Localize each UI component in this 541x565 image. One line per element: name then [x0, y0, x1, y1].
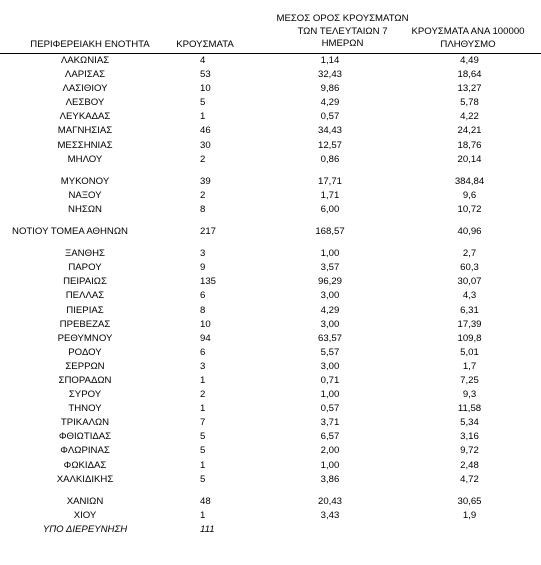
per100k-cell: 24,21 — [457, 125, 482, 137]
region-cell: ΛΑΣΙΘΙΟΥ — [62, 83, 108, 95]
table-row — [0, 388, 541, 402]
cases-cell: 30 — [200, 139, 211, 151]
cases-cell: 1 — [200, 459, 206, 471]
table-row — [0, 225, 541, 239]
cases-cell: 1 — [200, 403, 206, 415]
header-region — [0, 39, 180, 52]
per100k-cell: 17,39 — [457, 318, 482, 330]
avg7-cell: 1,00 — [320, 459, 340, 471]
table-row — [0, 402, 541, 416]
cases-cell: 94 — [200, 332, 211, 344]
cases-cell: 5 — [200, 473, 206, 485]
region-cell: ΠΕΛΛΑΣ — [65, 290, 105, 302]
table-row — [0, 261, 541, 275]
avg7-cell: 1,00 — [320, 248, 340, 260]
cases-cell: 217 — [200, 226, 217, 238]
cases-cell: 5 — [200, 431, 206, 443]
cases-cell: 8 — [200, 203, 206, 215]
region-cell: ΧΑΝΙΩΝ — [66, 495, 104, 507]
avg7-cell: 63,57 — [317, 332, 342, 344]
region-cell: ΧΑΛΚΙΔΙΚΗΣ — [56, 473, 114, 485]
cases-cell: 3 — [200, 248, 206, 260]
region-cell: ΛΕΣΒΟΥ — [65, 97, 105, 109]
table-row — [0, 430, 541, 444]
cases-cell: 39 — [200, 175, 211, 187]
cases-cell: 2 — [200, 389, 206, 401]
header-line: ΠΛΗΘΥΣΜΟ — [440, 38, 496, 50]
avg7-cell: 2,00 — [320, 445, 340, 457]
avg7-cell: 6,00 — [320, 203, 340, 215]
cases-cell: 48 — [200, 495, 211, 507]
per100k-cell: 9,72 — [460, 445, 479, 457]
per100k-cell: 60,3 — [460, 262, 479, 274]
per100k-cell: 5,78 — [460, 97, 479, 109]
region-cell: ΦΘΙΩΤΙΔΑΣ — [58, 431, 112, 443]
cases-cell: 9 — [200, 262, 206, 274]
cases-cell: 135 — [200, 276, 217, 288]
cases-cell: 3 — [200, 360, 206, 372]
avg7-cell: 1,71 — [320, 189, 340, 201]
avg7-cell: 3,57 — [320, 262, 340, 274]
table-row — [0, 304, 541, 318]
table-row — [0, 189, 541, 203]
header-cases-per-100k — [395, 26, 541, 51]
cases-cell: 6 — [200, 346, 206, 358]
table-row — [0, 96, 541, 110]
region-cell: ΝΟΤΙΟΥ ΤΟΜΕΑ ΑΘΗΝΩΝ — [12, 226, 128, 238]
per100k-cell: 30,65 — [457, 495, 482, 507]
per100k-cell: 109,8 — [457, 332, 482, 344]
header-line: ΜΕΣΟΣ ΟΡΟΣ ΚΡΟΥΣΜΑΤΩΝ — [276, 13, 409, 24]
region-cell: ΠΙΕΡΙΑΣ — [66, 304, 104, 316]
region-cell: ΣΕΡΡΩΝ — [65, 360, 105, 372]
region-cell: ΝΗΣΩΝ — [68, 203, 102, 215]
region-cell: ΡΟΔΟΥ — [68, 346, 102, 358]
per100k-cell: 30,07 — [457, 276, 482, 288]
per100k-cell: 13,27 — [457, 83, 482, 95]
avg7-cell: 3,43 — [320, 509, 340, 521]
per100k-cell: 4,72 — [460, 473, 479, 485]
cases-cell: 10 — [200, 318, 211, 330]
header-line: ΗΜΕΡΩΝ — [321, 38, 364, 49]
avg7-cell: 1,00 — [320, 389, 340, 401]
region-cell: ΜΥΚΟΝΟΥ — [60, 175, 110, 187]
table-row — [0, 153, 541, 167]
avg7-cell: 96,29 — [317, 276, 342, 288]
cases-cell: 1 — [200, 111, 206, 123]
region-cell: ΠΑΡΟΥ — [68, 262, 102, 274]
cases-cell: 8 — [200, 304, 206, 316]
per100k-cell: 5,34 — [460, 417, 479, 429]
cases-cell: 1 — [200, 374, 206, 386]
avg7-cell: 6,57 — [320, 431, 340, 443]
per100k-cell: 10,72 — [457, 203, 482, 215]
avg7-cell: 9,86 — [320, 83, 340, 95]
table-row — [0, 175, 541, 189]
table-row — [0, 289, 541, 303]
avg7-cell: 4,29 — [320, 304, 340, 316]
avg7-cell: 0,57 — [320, 403, 340, 415]
per100k-cell: 1,9 — [462, 509, 477, 521]
avg7-cell: 5,57 — [320, 346, 340, 358]
header-line: ΚΡΟΥΣΜΑΤΑ ΑΝΑ 100000 — [411, 26, 525, 37]
region-cell: ΣΥΡΟΥ — [68, 389, 102, 401]
per100k-cell: 4,49 — [460, 55, 479, 66]
avg7-cell: 1,14 — [320, 55, 340, 66]
per100k-cell: 20,14 — [457, 153, 482, 165]
table-row — [0, 444, 541, 458]
region-cell: ΤΗΝΟΥ — [68, 403, 102, 415]
per100k-cell: 4,3 — [462, 290, 477, 302]
avg7-cell: 34,43 — [317, 125, 342, 137]
cases-cell: 1 — [200, 509, 206, 521]
region-cell: ΜΕΣΣΗΝΙΑΣ — [57, 139, 113, 151]
avg7-cell: 0,71 — [320, 374, 340, 386]
cases-cell: 2 — [200, 189, 206, 201]
region-cell: ΠΡΕΒΕΖΑΣ — [59, 318, 111, 330]
table-row — [0, 332, 541, 346]
table-row — [0, 416, 541, 430]
table-row — [0, 360, 541, 374]
avg7-cell: 168,57 — [315, 226, 345, 238]
avg7-cell: 0,57 — [320, 111, 340, 123]
cases-cell: 10 — [200, 83, 211, 95]
per100k-cell: 18,76 — [457, 139, 482, 151]
per100k-cell: 384,84 — [454, 175, 485, 187]
avg7-cell: 0,86 — [320, 153, 340, 165]
region-cell: ΧΙΟΥ — [73, 509, 97, 521]
header-line: ΤΩΝ ΤΕΛΕΥΤΑΙΩΝ 7 — [297, 25, 388, 37]
table-row — [0, 374, 541, 388]
avg7-cell: 17,71 — [317, 175, 342, 187]
cases-cell: 5 — [200, 97, 206, 109]
per100k-cell: 1,7 — [462, 360, 477, 372]
avg7-cell: 3,86 — [320, 473, 340, 485]
cases-cell: 2 — [200, 153, 206, 165]
cases-cell: 46 — [200, 125, 211, 137]
table-row — [0, 110, 541, 124]
table-row — [0, 247, 541, 261]
per100k-cell: 5,01 — [460, 346, 479, 358]
avg7-cell: 3,71 — [320, 417, 340, 429]
cases-cell: 6 — [200, 290, 206, 302]
region-cell: ΦΩΚΙΔΑΣ — [63, 459, 107, 471]
region-cell: ΛΑΡΙΣΑΣ — [64, 69, 106, 81]
table-row — [0, 275, 541, 289]
region-cell: ΤΡΙΚΑΛΩΝ — [60, 417, 110, 429]
avg7-cell: 3,00 — [320, 290, 340, 302]
table-body — [0, 54, 541, 537]
table-row — [0, 346, 541, 360]
header-line: ΠΕΡΙΦΕΡΕΙΑΚΗ ΕΝΟΤΗΤΑ — [30, 39, 150, 50]
region-cell: ΛΑΚΩΝΙΑΣ — [60, 55, 110, 66]
per100k-cell: 40,96 — [457, 226, 482, 238]
per100k-cell: 6,31 — [460, 304, 479, 316]
header-line: ΚΡΟΥΣΜΑΤΑ — [176, 39, 234, 50]
cases-cell: 7 — [200, 417, 206, 429]
region-cell: ΜΑΓΝΗΣΙΑΣ — [57, 125, 113, 137]
cases-cell: 5 — [200, 445, 206, 457]
table-row — [0, 459, 541, 473]
per100k-cell: 18,64 — [457, 69, 482, 81]
region-cell: ΥΠΟ ΔΙΕΡΕΥΝΗΣΗ — [42, 523, 128, 535]
avg7-cell: 4,29 — [320, 97, 340, 109]
cases-cell: 111 — [200, 523, 215, 535]
table-row — [0, 68, 541, 82]
region-cell: ΛΕΥΚΑΔΑΣ — [59, 111, 111, 123]
table-row — [0, 523, 541, 537]
table-row — [0, 54, 541, 68]
per100k-cell: 3,16 — [460, 431, 479, 443]
per100k-cell: 9,6 — [462, 189, 477, 201]
avg7-cell: 12,57 — [317, 139, 342, 151]
region-cell: ΜΗΛΟΥ — [67, 153, 103, 165]
table-row — [0, 139, 541, 153]
per100k-cell: 11,58 — [457, 403, 482, 415]
avg7-cell: 20,43 — [317, 495, 342, 507]
region-cell: ΠΕΙΡΑΙΩΣ — [63, 276, 107, 288]
avg7-cell: 32,43 — [317, 69, 342, 81]
per100k-cell: 7,25 — [460, 374, 479, 386]
table-row — [0, 203, 541, 217]
table-row — [0, 473, 541, 487]
avg7-cell: 3,00 — [320, 318, 340, 330]
per100k-cell: 9,3 — [462, 389, 477, 401]
table-row — [0, 509, 541, 523]
region-cell: ΝΑΞΟΥ — [68, 189, 102, 201]
per100k-cell: 2,48 — [460, 459, 479, 471]
table-row — [0, 495, 541, 509]
region-cell: ΦΛΩΡΙΝΑΣ — [60, 445, 110, 457]
per100k-cell: 4,22 — [460, 111, 479, 123]
table-row — [0, 318, 541, 332]
avg7-cell: 3,00 — [320, 360, 340, 372]
region-cell: ΞΑΝΘΗΣ — [65, 248, 105, 260]
table-row — [0, 82, 541, 96]
cases-cell: 53 — [200, 69, 211, 81]
region-cell: ΣΠΟΡΑΔΩΝ — [58, 374, 112, 386]
region-cell: ΡΕΘΥΜΝΟΥ — [57, 332, 113, 344]
cases-cell: 4 — [200, 55, 206, 66]
table-row — [0, 124, 541, 138]
header-cases — [170, 39, 240, 52]
per100k-cell: 2,7 — [462, 248, 477, 260]
